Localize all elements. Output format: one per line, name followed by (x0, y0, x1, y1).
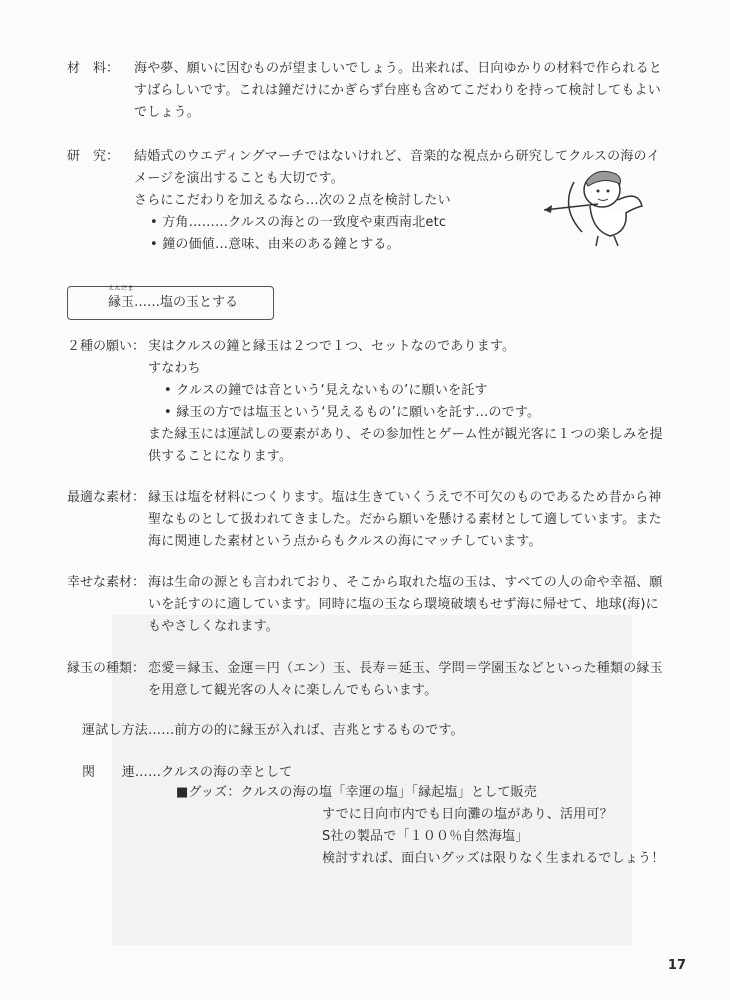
happy-material-line-2: いを託すのに適しています。同時に塩の玉なら環境破壊もせず海に帰せて、地球(海)に (148, 597, 659, 612)
material-line-2: すばらしいです。これは鐘だけにかぎらず台座も含めてこだわりを持って検討してもよい (134, 83, 661, 98)
research-line-2: メージを演出することも大切です。 (134, 171, 344, 186)
happy-material-line-3: もやさしくなれます。 (148, 619, 279, 634)
research-line-3: さらにこだわりを加えるなら…次の２点を検討したい (134, 193, 451, 208)
research-bullet-2: • 鐘の価値…意味、由来のある鐘とする。 (150, 237, 400, 252)
wishes-label: ２種の願い： (67, 339, 146, 354)
wishes-bullet-2: • 縁玉の方では塩玉という‘見えるもの’に願いを託す…のです。 (164, 405, 541, 420)
wishes-line-2: すなわち (148, 361, 201, 376)
goods-detail-3: 検討すれば、面白いグッズは限りなく生まれるでしょう！ (322, 851, 665, 866)
wishes-after-1: また縁玉には運試しの要素があり、その参加性とゲーム性が観光客に１つの楽しみを提 (148, 427, 663, 442)
research-bullet-1: • 方角………クルスの海との一致度や東西南北etc (150, 215, 447, 230)
related-line: 関 連……クルスの海の幸として (82, 765, 293, 780)
happy-material-line-1: 海は生命の源とも言われており、そこから取れた塩の玉は、すべての人の命や幸福、願 (148, 575, 663, 590)
types-line-2: を用意して観光客の人々に楽しんでもらいます。 (148, 683, 438, 698)
wishes-bullet-1: • クルスの鐘では音という‘見えないもの’に願いを託す (164, 383, 488, 398)
goods-detail-1: すでに日向市内でも日向灘の塩があり、活用可？ (322, 807, 613, 822)
page-number: 17 (667, 958, 686, 973)
types-label: 縁玉の種類： (67, 661, 146, 676)
types-line-1: 恋愛＝縁玉、金運＝円（エン）玉、長寿＝延玉、学問＝学園玉などといった種類の縁玉 (148, 661, 663, 676)
research-label: 研 究： (67, 149, 120, 164)
best-material-line-1: 縁玉は塩を材料につくります。塩は生きていくうえで不可欠のものであるため昔から神 (148, 490, 662, 505)
cupid-illustration (538, 160, 648, 250)
goods-line: ■グッズ：クルスの海の塩「幸運の塩」「縁起塩」として販売 (176, 785, 537, 800)
enedama-ruby: えんだま (108, 285, 135, 292)
method-line: 運試し方法……前方の的に縁玉が入れば、吉兆とするものです。 (82, 723, 464, 738)
wishes-line-1: 実はクルスの鐘と縁玉は２つで１つ、セットなのであります。 (148, 339, 516, 354)
material-label: 材 料： (67, 61, 120, 76)
best-material-line-2: 聖なものとして扱われてきました。だから願いを懸ける素材として適しています。また (148, 512, 662, 527)
happy-material-label: 幸せな素材： (67, 575, 146, 590)
research-line-1: 結婚式のウエディングマーチではないけれど、音楽的な視点から研究してクルスの海のイ (134, 149, 660, 164)
goods-detail-2: S社の製品で「１００％自然海塩」 (322, 829, 529, 844)
best-material-label: 最適な素材： (67, 490, 146, 505)
enedama-heading-box (67, 286, 274, 320)
enedama-heading: 縁玉……塩の玉とする (108, 295, 239, 310)
material-line-1: 海や夢、願いに因むものが望ましいでしょう。出来れば、日向ゆかりの材料で作られると (134, 61, 663, 76)
material-line-3: でしょう。 (134, 105, 201, 120)
best-material-line-3: 海に関連した素材という点からもクルスの海にマッチしています。 (148, 534, 542, 549)
wishes-after-2: 供することになります。 (148, 449, 293, 464)
